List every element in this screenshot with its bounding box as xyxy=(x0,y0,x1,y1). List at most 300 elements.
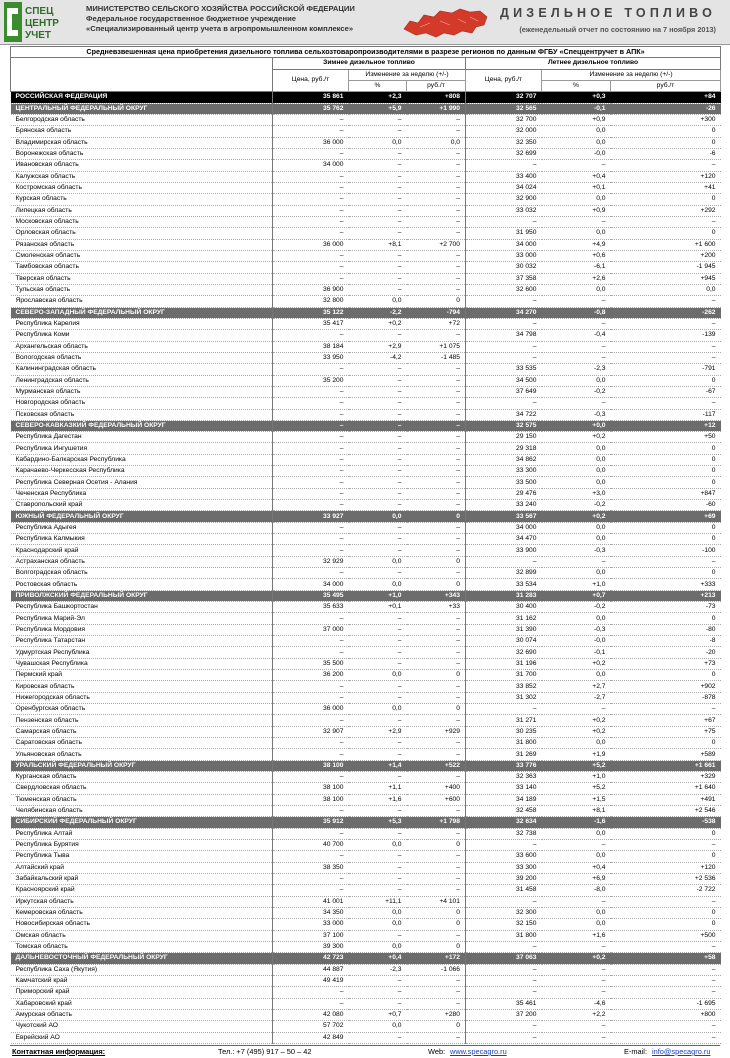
region-name: Оренбургская область xyxy=(11,704,273,715)
summer-price: 37 649 xyxy=(466,386,542,397)
summer-change-pct: – xyxy=(542,398,611,409)
winter-change-pct: +2,9 xyxy=(349,726,407,737)
winter-change-pct: – xyxy=(349,420,407,431)
winter-price: – xyxy=(273,738,349,749)
summer-price: 33 776 xyxy=(466,760,542,771)
winter-change-rub: – xyxy=(407,114,466,125)
region-name: Красноярский край xyxy=(11,885,273,896)
region-name: Костромская область xyxy=(11,182,273,193)
summer-price: 32 300 xyxy=(466,907,542,918)
summer-change-rub: 0 xyxy=(611,534,721,545)
region-row xyxy=(11,1009,721,1020)
district-row xyxy=(11,760,721,771)
winter-change-pct: – xyxy=(349,975,407,986)
summer-change-pct: +2,6 xyxy=(542,273,611,284)
winter-change-rub: +280 xyxy=(407,1009,466,1020)
winter-price: – xyxy=(273,851,349,862)
summer-change-pct: – xyxy=(542,839,611,850)
summer-change-rub: +41 xyxy=(611,182,721,193)
region-name: Курганская область xyxy=(11,772,273,783)
summer-price: 32 707 xyxy=(466,92,542,103)
region-row xyxy=(11,500,721,511)
winter-change-rub: – xyxy=(407,647,466,658)
winter-price: 38 100 xyxy=(273,794,349,805)
summer-change-pct: +6,9 xyxy=(542,873,611,884)
summer-change-rub: 0 xyxy=(611,466,721,477)
summer-price: – xyxy=(466,964,542,975)
winter-change-pct: – xyxy=(349,205,407,216)
region-row xyxy=(11,228,721,239)
summer-change-pct: +0,4 xyxy=(542,862,611,873)
winter-price: – xyxy=(273,194,349,205)
summer-change-rub: – xyxy=(611,1021,721,1032)
winter-change-rub: – xyxy=(407,364,466,375)
region-row xyxy=(11,738,721,749)
summer-change-pct: -1,6 xyxy=(542,817,611,828)
winter-change-rub: +522 xyxy=(407,760,466,771)
winter-change-pct: +5,3 xyxy=(349,817,407,828)
winter-price: – xyxy=(273,409,349,420)
summer-change-pct: +5,2 xyxy=(542,760,611,771)
region-row xyxy=(11,907,721,918)
winter-change-rub: – xyxy=(407,522,466,533)
region-name: Республика Алтай xyxy=(11,828,273,839)
region-row xyxy=(11,964,721,975)
region-row xyxy=(11,579,721,590)
winter-change-pct: – xyxy=(349,216,407,227)
winter-change-rub: – xyxy=(407,148,466,159)
region-name: Архангельская область xyxy=(11,341,273,352)
winter-price: 35 495 xyxy=(273,590,349,601)
winter-price: 35 912 xyxy=(273,817,349,828)
federation-total-row xyxy=(11,92,721,103)
winter-price: – xyxy=(273,772,349,783)
winter-change-pct: – xyxy=(349,500,407,511)
winter-price: – xyxy=(273,805,349,816)
summer-change-rub: 0 xyxy=(611,375,721,386)
winter-change-rub: – xyxy=(407,975,466,986)
summer-change-rub: +75 xyxy=(611,726,721,737)
winter-change-rub: 0 xyxy=(407,670,466,681)
winter-price: 36 000 xyxy=(273,704,349,715)
region-name: Республика Карелия xyxy=(11,318,273,329)
winter-price: 37 000 xyxy=(273,624,349,635)
winter-change-rub: – xyxy=(407,568,466,579)
winter-change-pct: +11,1 xyxy=(349,896,407,907)
summer-change-pct: +0,2 xyxy=(542,726,611,737)
summer-price: – xyxy=(466,398,542,409)
winter-price: 35 122 xyxy=(273,307,349,318)
winter-price: 33 000 xyxy=(273,919,349,930)
summer-change-rub: -100 xyxy=(611,545,721,556)
region-row xyxy=(11,534,721,545)
region-name: Калининградская область xyxy=(11,364,273,375)
summer-change-pct: -0,0 xyxy=(542,636,611,647)
winter-price: 42 723 xyxy=(273,953,349,964)
winter-change-pct: – xyxy=(349,330,407,341)
winter-price: 40 700 xyxy=(273,839,349,850)
summer-price: 30 235 xyxy=(466,726,542,737)
summer-price: 34 270 xyxy=(466,307,542,318)
region-name: Камчатский край xyxy=(11,975,273,986)
summer-change-rub: 0 xyxy=(611,670,721,681)
summer-change-pct: 0,0 xyxy=(542,375,611,386)
winter-change-pct: -4,2 xyxy=(349,352,407,363)
summer-change-rub: +300 xyxy=(611,114,721,125)
summer-price: – xyxy=(466,318,542,329)
winter-price: 35 762 xyxy=(273,103,349,114)
region-row xyxy=(11,568,721,579)
region-row xyxy=(11,556,721,567)
summer-price: 33 567 xyxy=(466,511,542,522)
winter-change-rub: +172 xyxy=(407,953,466,964)
winter-change-rub: 0 xyxy=(407,296,466,307)
summer-change-pct: +0,9 xyxy=(542,205,611,216)
winter-change-rub: +1 990 xyxy=(407,103,466,114)
region-name: Орловская область xyxy=(11,228,273,239)
winter-change-pct: – xyxy=(349,658,407,669)
winter-change-pct: – xyxy=(349,443,407,454)
email-label: E-mail: xyxy=(624,1047,647,1056)
winter-price: 38 350 xyxy=(273,862,349,873)
region-row xyxy=(11,805,721,816)
winter-change-pct: +1,6 xyxy=(349,794,407,805)
winter-change-rub: +2 700 xyxy=(407,239,466,250)
region-name: Ставропольский край xyxy=(11,500,273,511)
summer-change-rub: +84 xyxy=(611,92,721,103)
winter-change-rub: +400 xyxy=(407,783,466,794)
summer-price: 33 400 xyxy=(466,171,542,182)
winter-change-pct: – xyxy=(349,386,407,397)
region-name: Ивановская область xyxy=(11,160,273,171)
summer-price: 34 000 xyxy=(466,522,542,533)
region-row xyxy=(11,1021,721,1032)
summer-change-pct: +0,9 xyxy=(542,114,611,125)
summer-change-pct: +1,0 xyxy=(542,772,611,783)
summer-change-rub: -26 xyxy=(611,103,721,114)
winter-change-pct: 0,0 xyxy=(349,907,407,918)
region-name: Ярославская область xyxy=(11,296,273,307)
summer-price: 32 363 xyxy=(466,772,542,783)
summer-change-pct: -8,0 xyxy=(542,885,611,896)
winter-change-rub: +4 101 xyxy=(407,896,466,907)
winter-price: 37 100 xyxy=(273,930,349,941)
summer-change-rub: – xyxy=(611,964,721,975)
winter-change-rub: – xyxy=(407,420,466,431)
summer-change-rub: +491 xyxy=(611,794,721,805)
region-row xyxy=(11,975,721,986)
summer-change-rub: +1 661 xyxy=(611,760,721,771)
winter-change-rub: – xyxy=(407,715,466,726)
region-name: Пермский край xyxy=(11,670,273,681)
summer-change-pct: +1,6 xyxy=(542,930,611,941)
winter-price: – xyxy=(273,432,349,443)
email-link[interactable]: info@specagro.ru xyxy=(652,1047,711,1056)
center-line: «Специализированный центр учета в агропромышленном комплексе» xyxy=(86,23,354,33)
winter-change-rub: – xyxy=(407,375,466,386)
summer-price: 31 390 xyxy=(466,624,542,635)
ministry-line: МИНИСТЕРСТВО СЕЛЬСКОГО ХОЗЯЙСТВА РОССИЙСКОЙ ФЕДЕРАЦИИ xyxy=(86,4,355,13)
summer-change-rub: 0 xyxy=(611,738,721,749)
summer-price: 29 150 xyxy=(466,432,542,443)
winter-price: – xyxy=(273,262,349,273)
winter-change-rub: – xyxy=(407,930,466,941)
winter-change-pct: – xyxy=(349,273,407,284)
region-name: Иркутская область xyxy=(11,896,273,907)
region-name: Республика Башкортостан xyxy=(11,602,273,613)
region-row xyxy=(11,919,721,930)
summer-price: 34 798 xyxy=(466,330,542,341)
district-row xyxy=(11,953,721,964)
district-row xyxy=(11,307,721,318)
region-name: Липецкая область xyxy=(11,205,273,216)
region-name: Хабаровский край xyxy=(11,998,273,1009)
summer-price-header: Цена, руб./т xyxy=(466,69,542,92)
winter-change-pct: – xyxy=(349,148,407,159)
summer-price: 34 470 xyxy=(466,534,542,545)
summer-price: 33 900 xyxy=(466,545,542,556)
summer-change-pct: +8,1 xyxy=(542,805,611,816)
summer-price: 32 900 xyxy=(466,194,542,205)
summer-change-rub: +73 xyxy=(611,658,721,669)
summer-change-pct: 0,0 xyxy=(542,568,611,579)
winter-change-pct: 0,0 xyxy=(349,670,407,681)
logo-text: УЧЕТ xyxy=(25,30,52,41)
web-link[interactable]: www.specagro.ru xyxy=(450,1047,507,1056)
region-name: Чукотский АО xyxy=(11,1021,273,1032)
region-name: Амурская область xyxy=(11,1009,273,1020)
summer-change-rub: +333 xyxy=(611,579,721,590)
winter-price: – xyxy=(273,420,349,431)
region-row xyxy=(11,386,721,397)
district-row xyxy=(11,590,721,601)
summer-change-rub: -1 945 xyxy=(611,262,721,273)
summer-price: 33 535 xyxy=(466,364,542,375)
summer-change-pct: 0,0 xyxy=(542,194,611,205)
winter-price: – xyxy=(273,873,349,884)
winter-change-pct: – xyxy=(349,862,407,873)
winter-price: – xyxy=(273,987,349,998)
region-name: Челябинская область xyxy=(11,805,273,816)
winter-price: – xyxy=(273,148,349,159)
winter-change-pct: +8,1 xyxy=(349,239,407,250)
district-row xyxy=(11,103,721,114)
region-name: Псковская область xyxy=(11,409,273,420)
winter-price: – xyxy=(273,692,349,703)
region-name: Чувашская Республика xyxy=(11,658,273,669)
region-row xyxy=(11,171,721,182)
summer-change-rub: – xyxy=(611,1032,721,1043)
summer-change-rub: -2 722 xyxy=(611,885,721,896)
summer-change-rub: 0 xyxy=(611,851,721,862)
summer-change-pct: -0,4 xyxy=(542,330,611,341)
winter-change-rub: – xyxy=(407,194,466,205)
winter-price-header: Цена, руб./т xyxy=(273,69,349,92)
region-row xyxy=(11,647,721,658)
winter-change-rub: 0 xyxy=(407,556,466,567)
winter-price: 36 200 xyxy=(273,670,349,681)
summer-change-pct: -0,3 xyxy=(542,545,611,556)
region-row xyxy=(11,998,721,1009)
summer-change-rub: +945 xyxy=(611,273,721,284)
russia-map-icon xyxy=(400,3,490,41)
summer-rub-header: руб./т xyxy=(611,80,721,91)
district-row xyxy=(11,420,721,431)
region-row xyxy=(11,182,721,193)
region-header-cell xyxy=(11,58,273,92)
region-row xyxy=(11,772,721,783)
region-row xyxy=(11,873,721,884)
summer-change-rub: – xyxy=(611,975,721,986)
summer-change-rub: – xyxy=(611,704,721,715)
winter-change-rub: – xyxy=(407,477,466,488)
winter-price: – xyxy=(273,171,349,182)
winter-change-pct: +1,0 xyxy=(349,590,407,601)
winter-change-rub: – xyxy=(407,681,466,692)
winter-price: – xyxy=(273,205,349,216)
winter-change-pct: 0,0 xyxy=(349,556,407,567)
summer-change-rub: +1 600 xyxy=(611,239,721,250)
winter-change-rub: – xyxy=(407,873,466,884)
winter-change-rub: – xyxy=(407,534,466,545)
winter-price: – xyxy=(273,228,349,239)
winter-price: 33 927 xyxy=(273,511,349,522)
summer-change-pct: 0,0 xyxy=(542,851,611,862)
region-row xyxy=(11,364,721,375)
summer-change-pct: +0,2 xyxy=(542,432,611,443)
winter-price: – xyxy=(273,828,349,839)
winter-change-rub: – xyxy=(407,738,466,749)
region-row xyxy=(11,239,721,250)
region-name: Карачаево-Черкесская Республика xyxy=(11,466,273,477)
winter-price: – xyxy=(273,568,349,579)
region-name: Курская область xyxy=(11,194,273,205)
summer-change-rub: +902 xyxy=(611,681,721,692)
summer-change-rub: – xyxy=(611,839,721,850)
summer-change-pct: 0,0 xyxy=(542,466,611,477)
region-row xyxy=(11,941,721,952)
region-name: Тамбовская область xyxy=(11,262,273,273)
winter-change-rub: – xyxy=(407,466,466,477)
summer-change-header: Изменение за неделю (+/-) xyxy=(542,69,721,80)
region-name: Ростовская область xyxy=(11,579,273,590)
summer-change-pct: +0,2 xyxy=(542,658,611,669)
region-row xyxy=(11,148,721,159)
summer-change-pct: – xyxy=(542,987,611,998)
region-row xyxy=(11,522,721,533)
winter-price: 36 000 xyxy=(273,137,349,148)
region-name: Республика Адыгея xyxy=(11,522,273,533)
winter-change-pct: 0,0 xyxy=(349,579,407,590)
summer-price: 29 318 xyxy=(466,443,542,454)
summer-change-rub: – xyxy=(611,556,721,567)
winter-change-rub: +343 xyxy=(407,590,466,601)
summer-change-rub: +292 xyxy=(611,205,721,216)
region-name: Волгоградская область xyxy=(11,568,273,579)
summer-change-pct: – xyxy=(542,896,611,907)
winter-change-pct: 0,0 xyxy=(349,1021,407,1032)
summer-price: – xyxy=(466,987,542,998)
region-name: Калужская область xyxy=(11,171,273,182)
region-name: Московская область xyxy=(11,216,273,227)
summer-change-rub: +50 xyxy=(611,432,721,443)
winter-price: 38 184 xyxy=(273,341,349,352)
winter-price: – xyxy=(273,749,349,760)
region-name: Республика Мордовия xyxy=(11,624,273,635)
winter-price: 44 887 xyxy=(273,964,349,975)
winter-price: 42 849 xyxy=(273,1032,349,1043)
region-name: СЕВЕРО-КАВКАЗКИЙ ФЕДЕРАЛЬНЫЙ ОКРУГ xyxy=(11,420,273,431)
region-row xyxy=(11,409,721,420)
summer-change-pct: 0,0 xyxy=(542,522,611,533)
region-name: Белгородская область xyxy=(11,114,273,125)
winter-price: – xyxy=(273,545,349,556)
summer-change-rub: +847 xyxy=(611,488,721,499)
summer-change-rub: +213 xyxy=(611,590,721,601)
winter-change-pct: +2,9 xyxy=(349,341,407,352)
summer-change-rub: -80 xyxy=(611,624,721,635)
winter-price: – xyxy=(273,885,349,896)
summer-change-rub: 0 xyxy=(611,828,721,839)
winter-price: – xyxy=(273,216,349,227)
summer-change-rub: 0 xyxy=(611,137,721,148)
winter-change-pct: – xyxy=(349,228,407,239)
summer-change-pct: +1,9 xyxy=(542,749,611,760)
region-name: Рязанская область xyxy=(11,239,273,250)
summer-change-rub: +200 xyxy=(611,250,721,261)
summer-change-rub: 0,0 xyxy=(611,284,721,295)
region-name: Республика Дагестан xyxy=(11,432,273,443)
summer-change-rub: +69 xyxy=(611,511,721,522)
region-row xyxy=(11,216,721,227)
winter-change-header: Изменение за неделю (+/-) xyxy=(349,69,466,80)
winter-change-rub: – xyxy=(407,262,466,273)
winter-change-pct: – xyxy=(349,466,407,477)
winter-change-rub: +72 xyxy=(407,318,466,329)
region-name: Республика Бурятия xyxy=(11,839,273,850)
region-row xyxy=(11,137,721,148)
winter-change-pct: – xyxy=(349,873,407,884)
summer-price: 30 032 xyxy=(466,262,542,273)
winter-change-rub: – xyxy=(407,805,466,816)
winter-change-pct: 0,0 xyxy=(349,919,407,930)
summer-change-pct: +5,2 xyxy=(542,783,611,794)
winter-price: 32 907 xyxy=(273,726,349,737)
winter-price: 34 350 xyxy=(273,907,349,918)
summer-price: 34 000 xyxy=(466,239,542,250)
winter-change-rub: – xyxy=(407,885,466,896)
region-name: Томская область xyxy=(11,941,273,952)
winter-change-rub: -1 066 xyxy=(407,964,466,975)
winter-change-pct: – xyxy=(349,998,407,1009)
summer-change-pct: +2,2 xyxy=(542,1009,611,1020)
region-row xyxy=(11,851,721,862)
region-row xyxy=(11,318,721,329)
region-row xyxy=(11,839,721,850)
winter-change-pct: – xyxy=(349,828,407,839)
winter-change-rub: – xyxy=(407,330,466,341)
region-row xyxy=(11,454,721,465)
winter-change-pct: – xyxy=(349,262,407,273)
winter-price: – xyxy=(273,182,349,193)
winter-price: 57 702 xyxy=(273,1021,349,1032)
winter-change-pct: – xyxy=(349,715,407,726)
summer-price: 33 240 xyxy=(466,500,542,511)
summer-price: 31 269 xyxy=(466,749,542,760)
region-name: Еврейский АО xyxy=(11,1032,273,1043)
region-name: Новгородская область xyxy=(11,398,273,409)
region-row xyxy=(11,443,721,454)
